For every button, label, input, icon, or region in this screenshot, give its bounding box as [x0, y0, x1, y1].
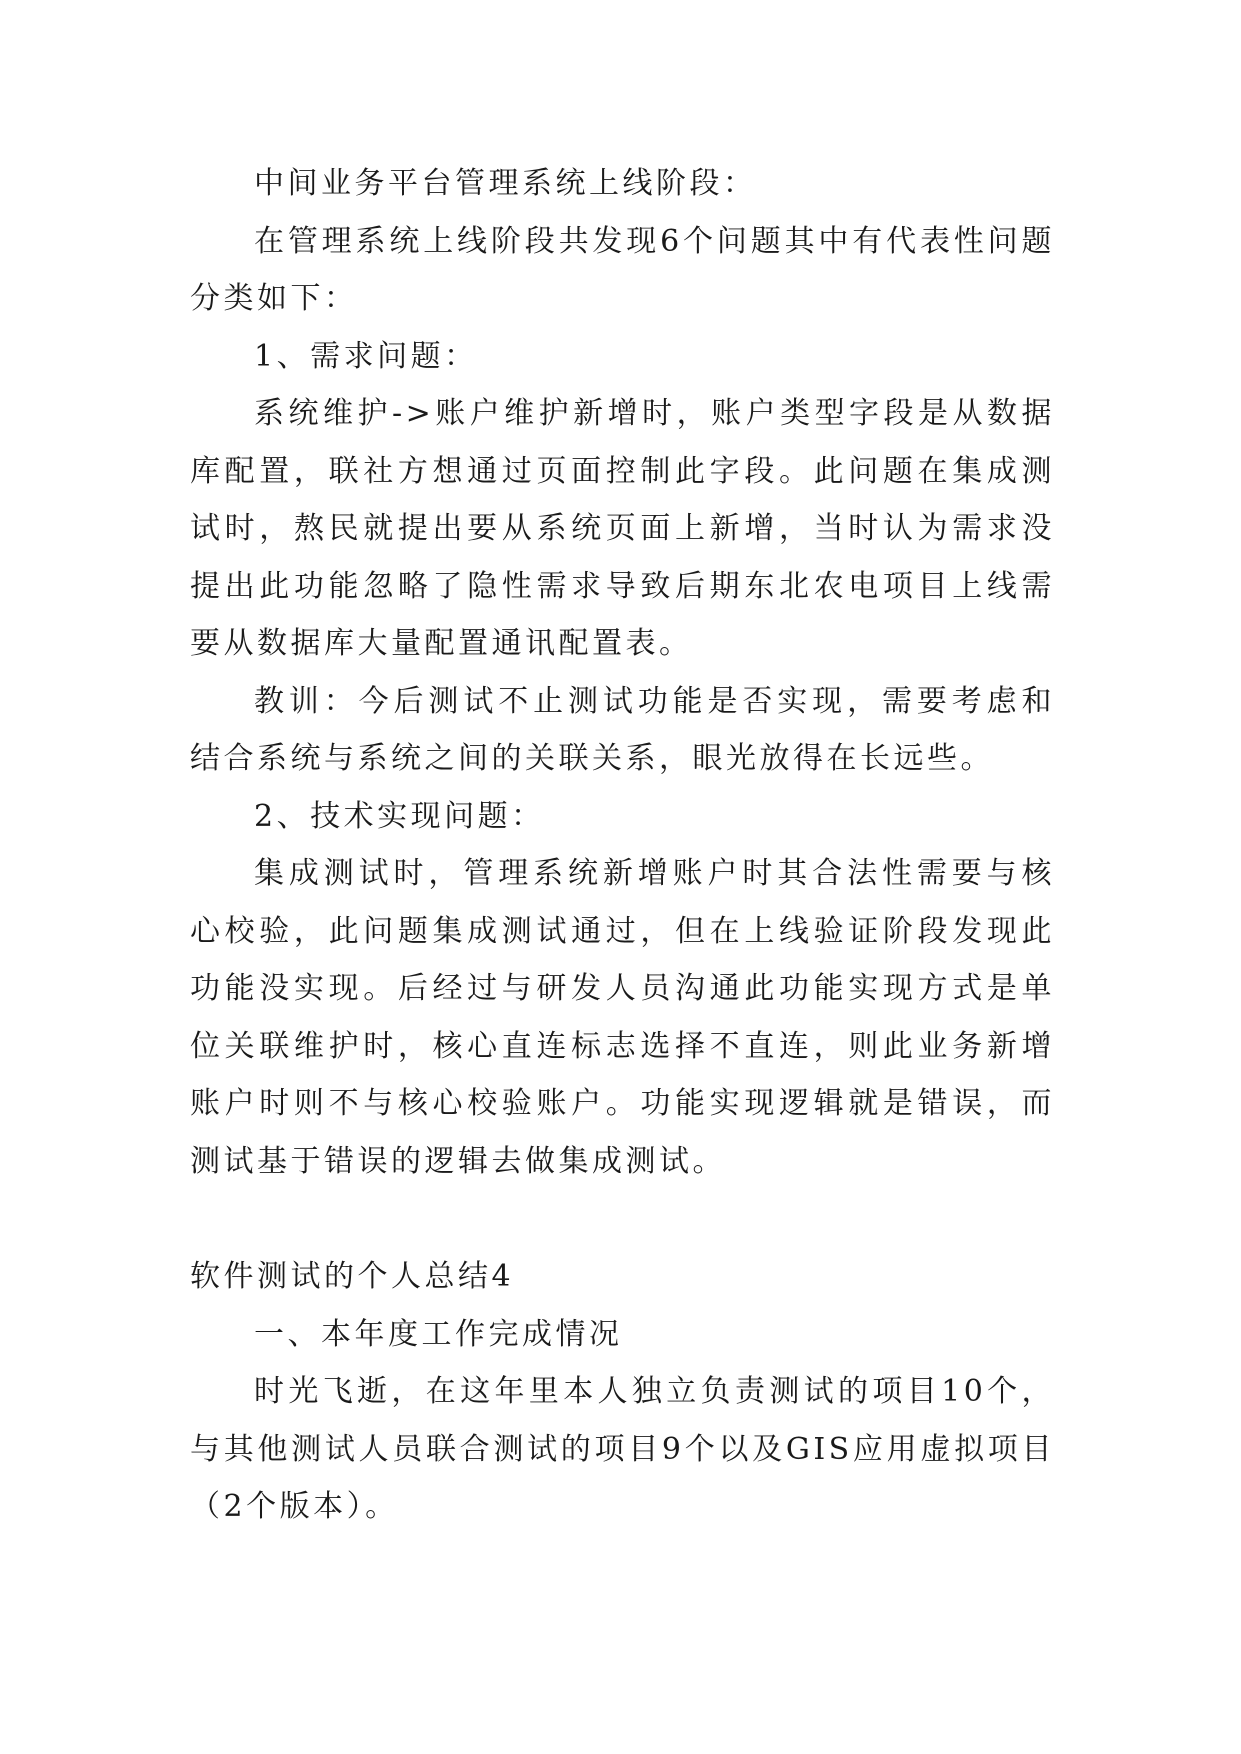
paragraph-requirement-detail: 系统维护->账户维护新增时，账户类型字段是从数据库配置，联社方想通过页面控制此字段。此问题在集成测试时，熬民就提出要从系统页面上新增，当时认为需求没提出此功能忽略了隐性需求导致后期东北农电项目上线需要从数据库大量配置通讯配置表。 — [190, 396, 1055, 661]
section-title: 软件测试的个人总结4 — [190, 1259, 515, 1294]
paragraph-annual-heading: 一、本年度工作完成情况 — [254, 1316, 623, 1352]
document-body — [190, 155, 1055, 1536]
paragraph-requirement-heading: 1、需求问题： — [254, 338, 478, 374]
paragraph-tech-heading: 2、技术实现问题： — [254, 798, 545, 834]
paragraph-tech-detail: 集成测试时，管理系统新增账户时其合法性需要与核心校验，此问题集成测试通过，但在上线验证阶段发现此功能没实现。后经过与研发人员沟通此功能实现方式是单位关联维护时，核心直连标志选择不直连，则此业务新增账户时则不与核心校验账户。功能实现逻辑就是错误，而测试基于错误的逻辑去做集成测试。 — [190, 856, 1055, 1179]
paragraph-stage-title: 中间业务平台管理系统上线阶段： — [254, 166, 757, 201]
paragraph-lesson: 教训：今后测试不止测试功能是否实现，需要考虑和结合系统与系统之间的关联关系，眼光放得在长远些。 — [190, 683, 1055, 776]
paragraph-annual-detail: 时光飞逝，在这年里本人独立负责测试的项目10个，与其他测试人员联合测试的项目9个以及GIS应用虚拟项目（2个版本）。 — [190, 1374, 1055, 1524]
paragraph-issue-summary: 在管理系统上线阶段共发现6个问题其中有代表性问题分类如下： — [190, 223, 1055, 316]
